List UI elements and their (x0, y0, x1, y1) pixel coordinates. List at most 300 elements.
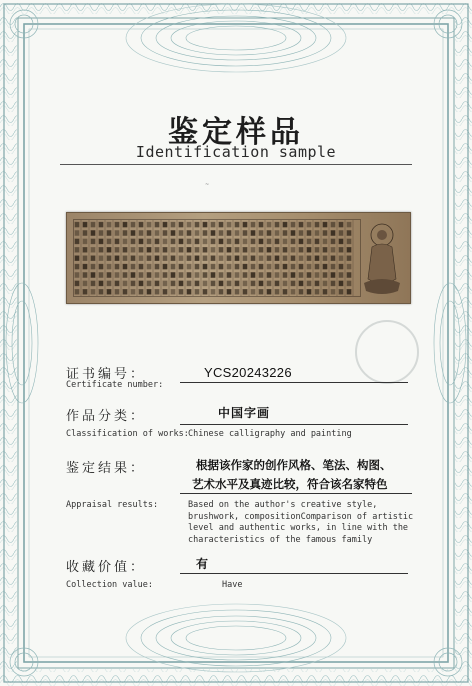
calligraphy-character (179, 281, 183, 286)
calligraphy-character (155, 230, 159, 235)
calligraphy-character (251, 239, 255, 244)
calligraphy-character (187, 289, 191, 294)
calligraphy-character (323, 264, 327, 269)
calligraphy-character (163, 239, 167, 244)
calligraphy-character (99, 264, 103, 269)
calligraphy-character (163, 281, 167, 286)
appraisal-value-en-2: brushwork, compositionComparison of artistic (188, 511, 414, 522)
calligraphy-character (179, 239, 183, 244)
calligraphy-character (219, 272, 223, 277)
calligraphy-character (147, 289, 151, 294)
calligraphy-character (179, 222, 183, 227)
calligraphy-character (347, 289, 351, 294)
calligraphy-character (171, 281, 175, 286)
calligraphy-character (115, 289, 119, 294)
calligraphy-character (115, 222, 119, 227)
calligraphy-character (195, 247, 199, 252)
calligraphy-character (131, 230, 135, 235)
calligraphy-character (131, 272, 135, 277)
collection-underline (180, 573, 408, 574)
title-english: Identification sample (135, 143, 337, 161)
calligraphy-character (163, 247, 167, 252)
calligraphy-character (139, 256, 143, 261)
calligraphy-character (195, 281, 199, 286)
calligraphy-character (227, 247, 231, 252)
calligraphy-character (187, 222, 191, 227)
calligraphy-character (235, 272, 239, 277)
calligraphy-character (147, 256, 151, 261)
calligraphy-character (323, 239, 327, 244)
calligraphy-character (115, 247, 119, 252)
calligraphy-grid (73, 219, 361, 297)
calligraphy-character (243, 239, 247, 244)
calligraphy-character (283, 222, 287, 227)
calligraphy-character (187, 272, 191, 277)
calligraphy-character (331, 239, 335, 244)
calligraphy-character (251, 264, 255, 269)
calligraphy-character (267, 222, 271, 227)
artwork-photo (66, 212, 411, 304)
calligraphy-character (155, 247, 159, 252)
classification-value-cn: 中国字画 (218, 406, 271, 420)
calligraphy-character (299, 272, 303, 277)
calligraphy-character (235, 264, 239, 269)
calligraphy-character (147, 247, 151, 252)
calligraphy-character (139, 281, 143, 286)
calligraphy-character (83, 230, 87, 235)
calligraphy-character (339, 281, 343, 286)
calligraphy-character (347, 281, 351, 286)
calligraphy-character (171, 272, 175, 277)
calligraphy-character (75, 247, 79, 252)
faded-seal-stamp (355, 320, 419, 384)
calligraphy-character (99, 256, 103, 261)
calligraphy-character (171, 230, 175, 235)
calligraphy-character (307, 289, 311, 294)
calligraphy-character (299, 289, 303, 294)
calligraphy-character (331, 289, 335, 294)
calligraphy-character (99, 289, 103, 294)
calligraphy-character (291, 247, 295, 252)
calligraphy-character (323, 256, 327, 261)
calligraphy-character (275, 281, 279, 286)
calligraphy-character (315, 281, 319, 286)
calligraphy-character (219, 239, 223, 244)
calligraphy-character (179, 272, 183, 277)
calligraphy-character (251, 222, 255, 227)
calligraphy-character (163, 289, 167, 294)
calligraphy-character (75, 256, 79, 261)
calligraphy-character (339, 256, 343, 261)
calligraphy-character (171, 289, 175, 294)
calligraphy-character (123, 239, 127, 244)
calligraphy-character (75, 230, 79, 235)
calligraphy-character (251, 230, 255, 235)
calligraphy-character (299, 230, 303, 235)
calligraphy-character (139, 289, 143, 294)
calligraphy-character (259, 230, 263, 235)
calligraphy-character (307, 264, 311, 269)
calligraphy-character (283, 230, 287, 235)
calligraphy-character (347, 256, 351, 261)
calligraphy-character (211, 230, 215, 235)
calligraphy-character (163, 230, 167, 235)
calligraphy-character (139, 272, 143, 277)
calligraphy-character (139, 264, 143, 269)
appraisal-value-cn-line1: 根据该作家的创作风格、笔法、构图、 (196, 458, 392, 472)
calligraphy-character (307, 256, 311, 261)
calligraphy-character (307, 272, 311, 277)
calligraphy-character (115, 239, 119, 244)
calligraphy-character (235, 289, 239, 294)
calligraphy-character (211, 256, 215, 261)
calligraphy-character (235, 239, 239, 244)
calligraphy-character (227, 272, 231, 277)
calligraphy-character (291, 289, 295, 294)
calligraphy-character (115, 264, 119, 269)
calligraphy-character (251, 272, 255, 277)
calligraphy-character (75, 239, 79, 244)
calligraphy-character (307, 281, 311, 286)
calligraphy-character (107, 222, 111, 227)
calligraphy-character (91, 222, 95, 227)
calligraphy-character (75, 281, 79, 286)
calligraphy-character (91, 281, 95, 286)
calligraphy-character (275, 264, 279, 269)
calligraphy-character (219, 281, 223, 286)
calligraphy-character (115, 230, 119, 235)
calligraphy-character (171, 239, 175, 244)
calligraphy-character (171, 222, 175, 227)
calligraphy-character (179, 230, 183, 235)
calligraphy-character (203, 264, 207, 269)
calligraphy-character (227, 222, 231, 227)
calligraphy-character (107, 247, 111, 252)
calligraphy-character (155, 281, 159, 286)
calligraphy-character (203, 289, 207, 294)
calligraphy-character (235, 222, 239, 227)
calligraphy-character (339, 272, 343, 277)
calligraphy-character (299, 239, 303, 244)
certificate-number-underline (180, 382, 408, 383)
calligraphy-character (107, 230, 111, 235)
appraisal-value-cn-line2: 艺术水平及真迹比较，符合该名家特色 (192, 477, 388, 491)
calligraphy-character (331, 264, 335, 269)
calligraphy-character (291, 230, 295, 235)
calligraphy-character (91, 256, 95, 261)
appraisal-value-en-1: Based on the author's creative style, (188, 500, 378, 510)
calligraphy-character (339, 247, 343, 252)
appraisal-label-en: Appraisal results: (66, 500, 159, 510)
calligraphy-character (323, 272, 327, 277)
calligraphy-character (211, 264, 215, 269)
guanyin-figure (358, 217, 406, 299)
calligraphy-character (275, 239, 279, 244)
calligraphy-character (283, 272, 287, 277)
calligraphy-character (203, 272, 207, 277)
calligraphy-character (283, 289, 287, 294)
calligraphy-character (139, 230, 143, 235)
calligraphy-character (267, 289, 271, 294)
calligraphy-character (83, 222, 87, 227)
calligraphy-character (123, 272, 127, 277)
calligraphy-character (99, 247, 103, 252)
calligraphy-character (83, 256, 87, 261)
calligraphy-character (83, 289, 87, 294)
calligraphy-character (291, 264, 295, 269)
calligraphy-character (243, 222, 247, 227)
calligraphy-character (187, 264, 191, 269)
calligraphy-character (219, 289, 223, 294)
calligraphy-character (171, 264, 175, 269)
calligraphy-character (195, 230, 199, 235)
calligraphy-character (203, 247, 207, 252)
calligraphy-character (307, 222, 311, 227)
calligraphy-character (75, 222, 79, 227)
calligraphy-character (315, 239, 319, 244)
calligraphy-character (107, 256, 111, 261)
calligraphy-character (195, 272, 199, 277)
calligraphy-character (283, 264, 287, 269)
calligraphy-character (75, 289, 79, 294)
classification-label-cn: 作品分类： (66, 409, 147, 424)
calligraphy-character (123, 264, 127, 269)
calligraphy-character (91, 239, 95, 244)
calligraphy-character (187, 281, 191, 286)
calligraphy-character (323, 281, 327, 286)
calligraphy-character (83, 272, 87, 277)
calligraphy-character (83, 239, 87, 244)
calligraphy-character (339, 289, 343, 294)
calligraphy-character (179, 256, 183, 261)
calligraphy-character (99, 272, 103, 277)
appraisal-underline (180, 493, 412, 494)
calligraphy-character (99, 222, 103, 227)
calligraphy-character (315, 272, 319, 277)
calligraphy-character (131, 239, 135, 244)
calligraphy-character (163, 256, 167, 261)
calligraphy-character (187, 230, 191, 235)
calligraphy-character (299, 264, 303, 269)
calligraphy-character (83, 264, 87, 269)
calligraphy-character (163, 272, 167, 277)
calligraphy-character (147, 222, 151, 227)
calligraphy-character (219, 222, 223, 227)
calligraphy-character (75, 264, 79, 269)
calligraphy-character (155, 264, 159, 269)
calligraphy-character (195, 256, 199, 261)
calligraphy-character (211, 239, 215, 244)
calligraphy-character (75, 272, 79, 277)
calligraphy-character (243, 247, 247, 252)
calligraphy-character (259, 247, 263, 252)
calligraphy-character (323, 247, 327, 252)
calligraphy-character (243, 256, 247, 261)
calligraphy-character (163, 264, 167, 269)
calligraphy-character (211, 281, 215, 286)
calligraphy-character (243, 272, 247, 277)
calligraphy-character (259, 239, 263, 244)
calligraphy-character (211, 247, 215, 252)
calligraphy-character (267, 272, 271, 277)
calligraphy-character (147, 230, 151, 235)
calligraphy-character (123, 289, 127, 294)
calligraphy-character (99, 239, 103, 244)
certificate-number-label-cn: 证书编号： (66, 367, 147, 382)
collection-label-cn: 收藏价值： (66, 560, 147, 575)
calligraphy-character (299, 256, 303, 261)
calligraphy-character (283, 239, 287, 244)
calligraphy-character (187, 256, 191, 261)
calligraphy-character (339, 230, 343, 235)
calligraphy-character (315, 222, 319, 227)
calligraphy-character (179, 264, 183, 269)
calligraphy-character (331, 281, 335, 286)
calligraphy-character (259, 264, 263, 269)
calligraphy-character (83, 247, 87, 252)
calligraphy-character (227, 239, 231, 244)
calligraphy-character (123, 281, 127, 286)
calligraphy-character (107, 239, 111, 244)
calligraphy-character (131, 281, 135, 286)
calligraphy-character (235, 247, 239, 252)
calligraphy-character (331, 272, 335, 277)
calligraphy-character (267, 239, 271, 244)
calligraphy-character (243, 230, 247, 235)
calligraphy-character (347, 264, 351, 269)
calligraphy-character (91, 272, 95, 277)
calligraphy-character (331, 256, 335, 261)
calligraphy-character (115, 256, 119, 261)
calligraphy-character (147, 281, 151, 286)
calligraphy-character (91, 247, 95, 252)
calligraphy-character (91, 230, 95, 235)
calligraphy-character (227, 289, 231, 294)
calligraphy-character (171, 256, 175, 261)
calligraphy-character (323, 289, 327, 294)
calligraphy-character (259, 222, 263, 227)
calligraphy-character (331, 247, 335, 252)
calligraphy-character (315, 247, 319, 252)
calligraphy-character (315, 256, 319, 261)
calligraphy-character (347, 230, 351, 235)
calligraphy-character (347, 239, 351, 244)
calligraphy-character (251, 289, 255, 294)
collection-value-cn: 有 (196, 557, 209, 571)
calligraphy-character (243, 281, 247, 286)
calligraphy-character (251, 281, 255, 286)
calligraphy-character (283, 247, 287, 252)
calligraphy-character (107, 281, 111, 286)
calligraphy-character (259, 256, 263, 261)
collection-value-en: Have (222, 580, 243, 590)
calligraphy-character (347, 272, 351, 277)
calligraphy-character (339, 264, 343, 269)
calligraphy-character (275, 272, 279, 277)
calligraphy-character (267, 247, 271, 252)
calligraphy-character (307, 230, 311, 235)
appraisal-value-en-3: level and authentic works, in line with the (188, 523, 409, 533)
calligraphy-character (115, 272, 119, 277)
appraisal-value-en-4: characteristics of the famous family (188, 534, 373, 545)
calligraphy-character (91, 264, 95, 269)
appraisal-label-cn: 鉴定结果： (66, 461, 147, 476)
calligraphy-character (299, 247, 303, 252)
title-divider (60, 164, 412, 165)
calligraphy-character (139, 247, 143, 252)
calligraphy-character (99, 281, 103, 286)
calligraphy-character (267, 256, 271, 261)
calligraphy-character (155, 239, 159, 244)
calligraphy-character (211, 289, 215, 294)
calligraphy-character (219, 247, 223, 252)
calligraphy-character (203, 230, 207, 235)
certificate-number-label-en: Certificate number: (66, 380, 164, 390)
calligraphy-character (291, 222, 295, 227)
calligraphy-character (347, 247, 351, 252)
calligraphy-character (155, 256, 159, 261)
calligraphy-character (251, 247, 255, 252)
calligraphy-character (131, 222, 135, 227)
calligraphy-character (235, 230, 239, 235)
calligraphy-character (267, 281, 271, 286)
calligraphy-character (259, 281, 263, 286)
calligraphy-character (155, 272, 159, 277)
calligraphy-character (219, 256, 223, 261)
calligraphy-character (179, 289, 183, 294)
calligraphy-character (203, 256, 207, 261)
calligraphy-character (243, 289, 247, 294)
calligraphy-character (123, 247, 127, 252)
certificate-number-value: YCS20243226 (204, 365, 292, 380)
calligraphy-character (331, 230, 335, 235)
calligraphy-character (195, 239, 199, 244)
calligraphy-character (259, 272, 263, 277)
calligraphy-character (291, 272, 295, 277)
classification-value-en: Chinese calligraphy and painting (188, 429, 352, 439)
calligraphy-character (323, 222, 327, 227)
calligraphy-character (123, 222, 127, 227)
calligraphy-character (235, 256, 239, 261)
calligraphy-character (275, 289, 279, 294)
calligraphy-character (107, 289, 111, 294)
calligraphy-character (235, 281, 239, 286)
calligraphy-character (171, 247, 175, 252)
calligraphy-character (147, 272, 151, 277)
calligraphy-character (203, 239, 207, 244)
calligraphy-character (107, 264, 111, 269)
small-mark: ~ (205, 182, 210, 188)
calligraphy-character (283, 281, 287, 286)
calligraphy-character (83, 281, 87, 286)
calligraphy-character (331, 222, 335, 227)
calligraphy-character (227, 281, 231, 286)
classification-label-en: Classification of works: (66, 429, 189, 439)
calligraphy-character (131, 256, 135, 261)
calligraphy-character (299, 281, 303, 286)
calligraphy-character (315, 230, 319, 235)
calligraphy-character (155, 289, 159, 294)
calligraphy-character (243, 264, 247, 269)
calligraphy-character (211, 272, 215, 277)
title-chinese: 鉴定样品 (168, 115, 304, 150)
calligraphy-character (99, 230, 103, 235)
calligraphy-character (147, 264, 151, 269)
calligraphy-character (251, 256, 255, 261)
calligraphy-character (275, 247, 279, 252)
calligraphy-character (267, 264, 271, 269)
classification-underline (180, 424, 408, 425)
